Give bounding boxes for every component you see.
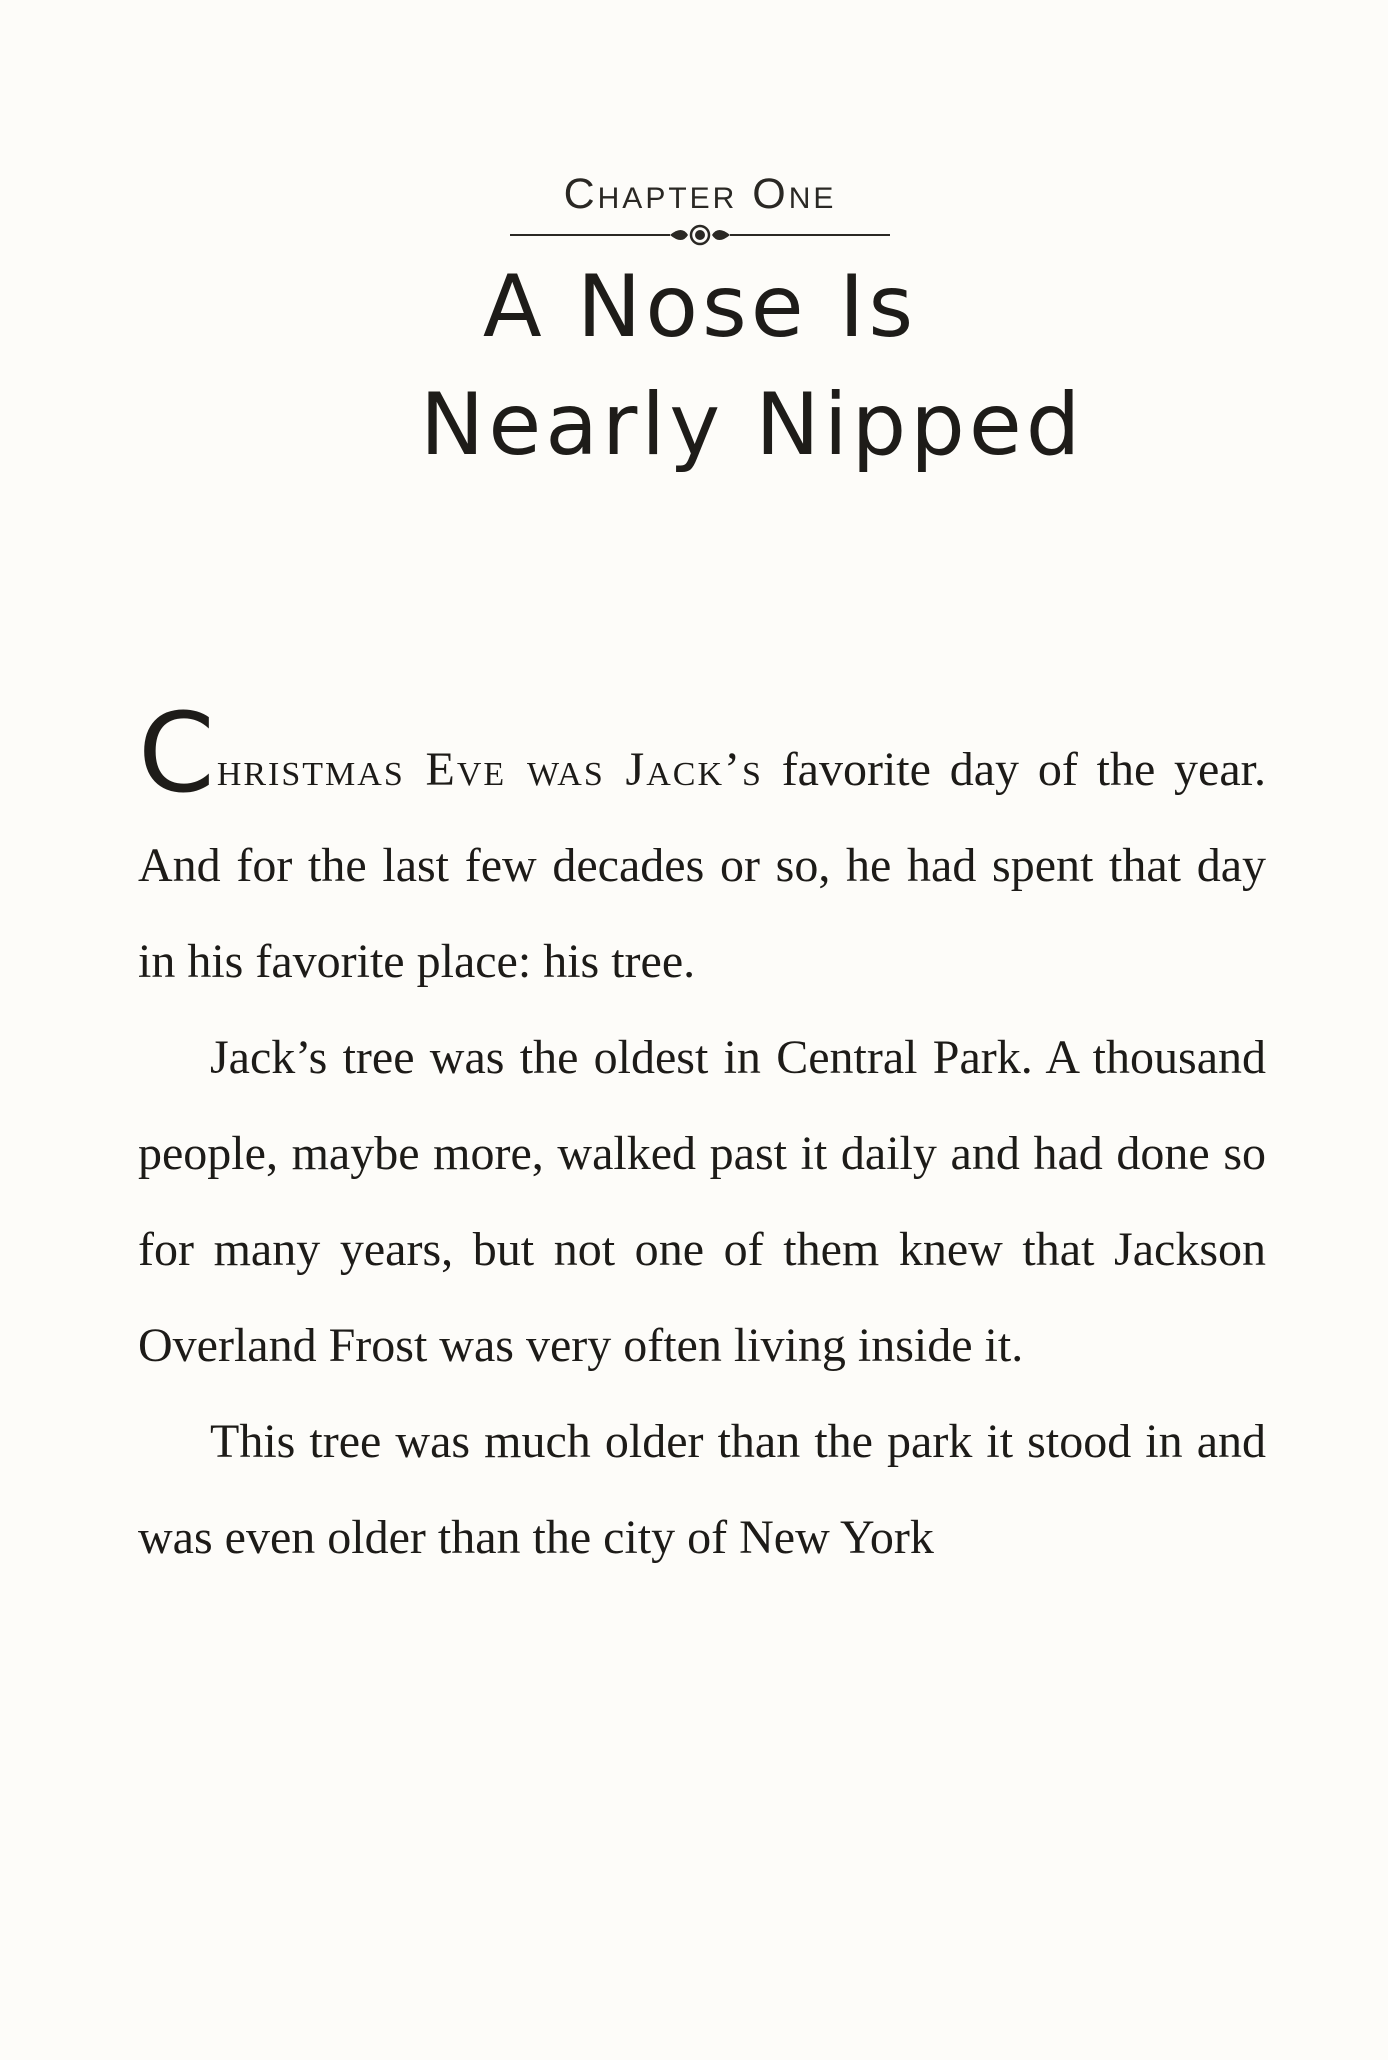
chapter-title-line-1: A Nose Is [482, 257, 918, 357]
chapter-label: Chapter One [563, 170, 837, 218]
paragraph-1 [138, 689, 1266, 1010]
chapter-title [420, 248, 1085, 484]
paragraph-3: This tree was much older than the park it stood in and was even older than the city of New York [138, 1415, 1266, 1564]
paragraph-1-text: favorite day of the year. And for the last few decades or so, he had spent that day in his favorite place: his tree. [138, 743, 1266, 988]
chapter-ornament-divider [510, 222, 890, 248]
paragraph-2: Jack’s tree was the oldest in Central Park. A thousand people, maybe more, walked past it daily and had done so for many years, but not one of them knew that Jackson Overland Frost was very often living inside it. [138, 1031, 1266, 1372]
drop-cap: C [138, 689, 215, 817]
lead-in-smallcaps: hristmas Eve was Jack’s [216, 743, 763, 796]
ornament-icon [510, 222, 890, 248]
chapter-body [138, 689, 1266, 1586]
chapter-heading [500, 168, 900, 248]
chapter-title-line-2: Nearly Nipped [420, 375, 1085, 475]
